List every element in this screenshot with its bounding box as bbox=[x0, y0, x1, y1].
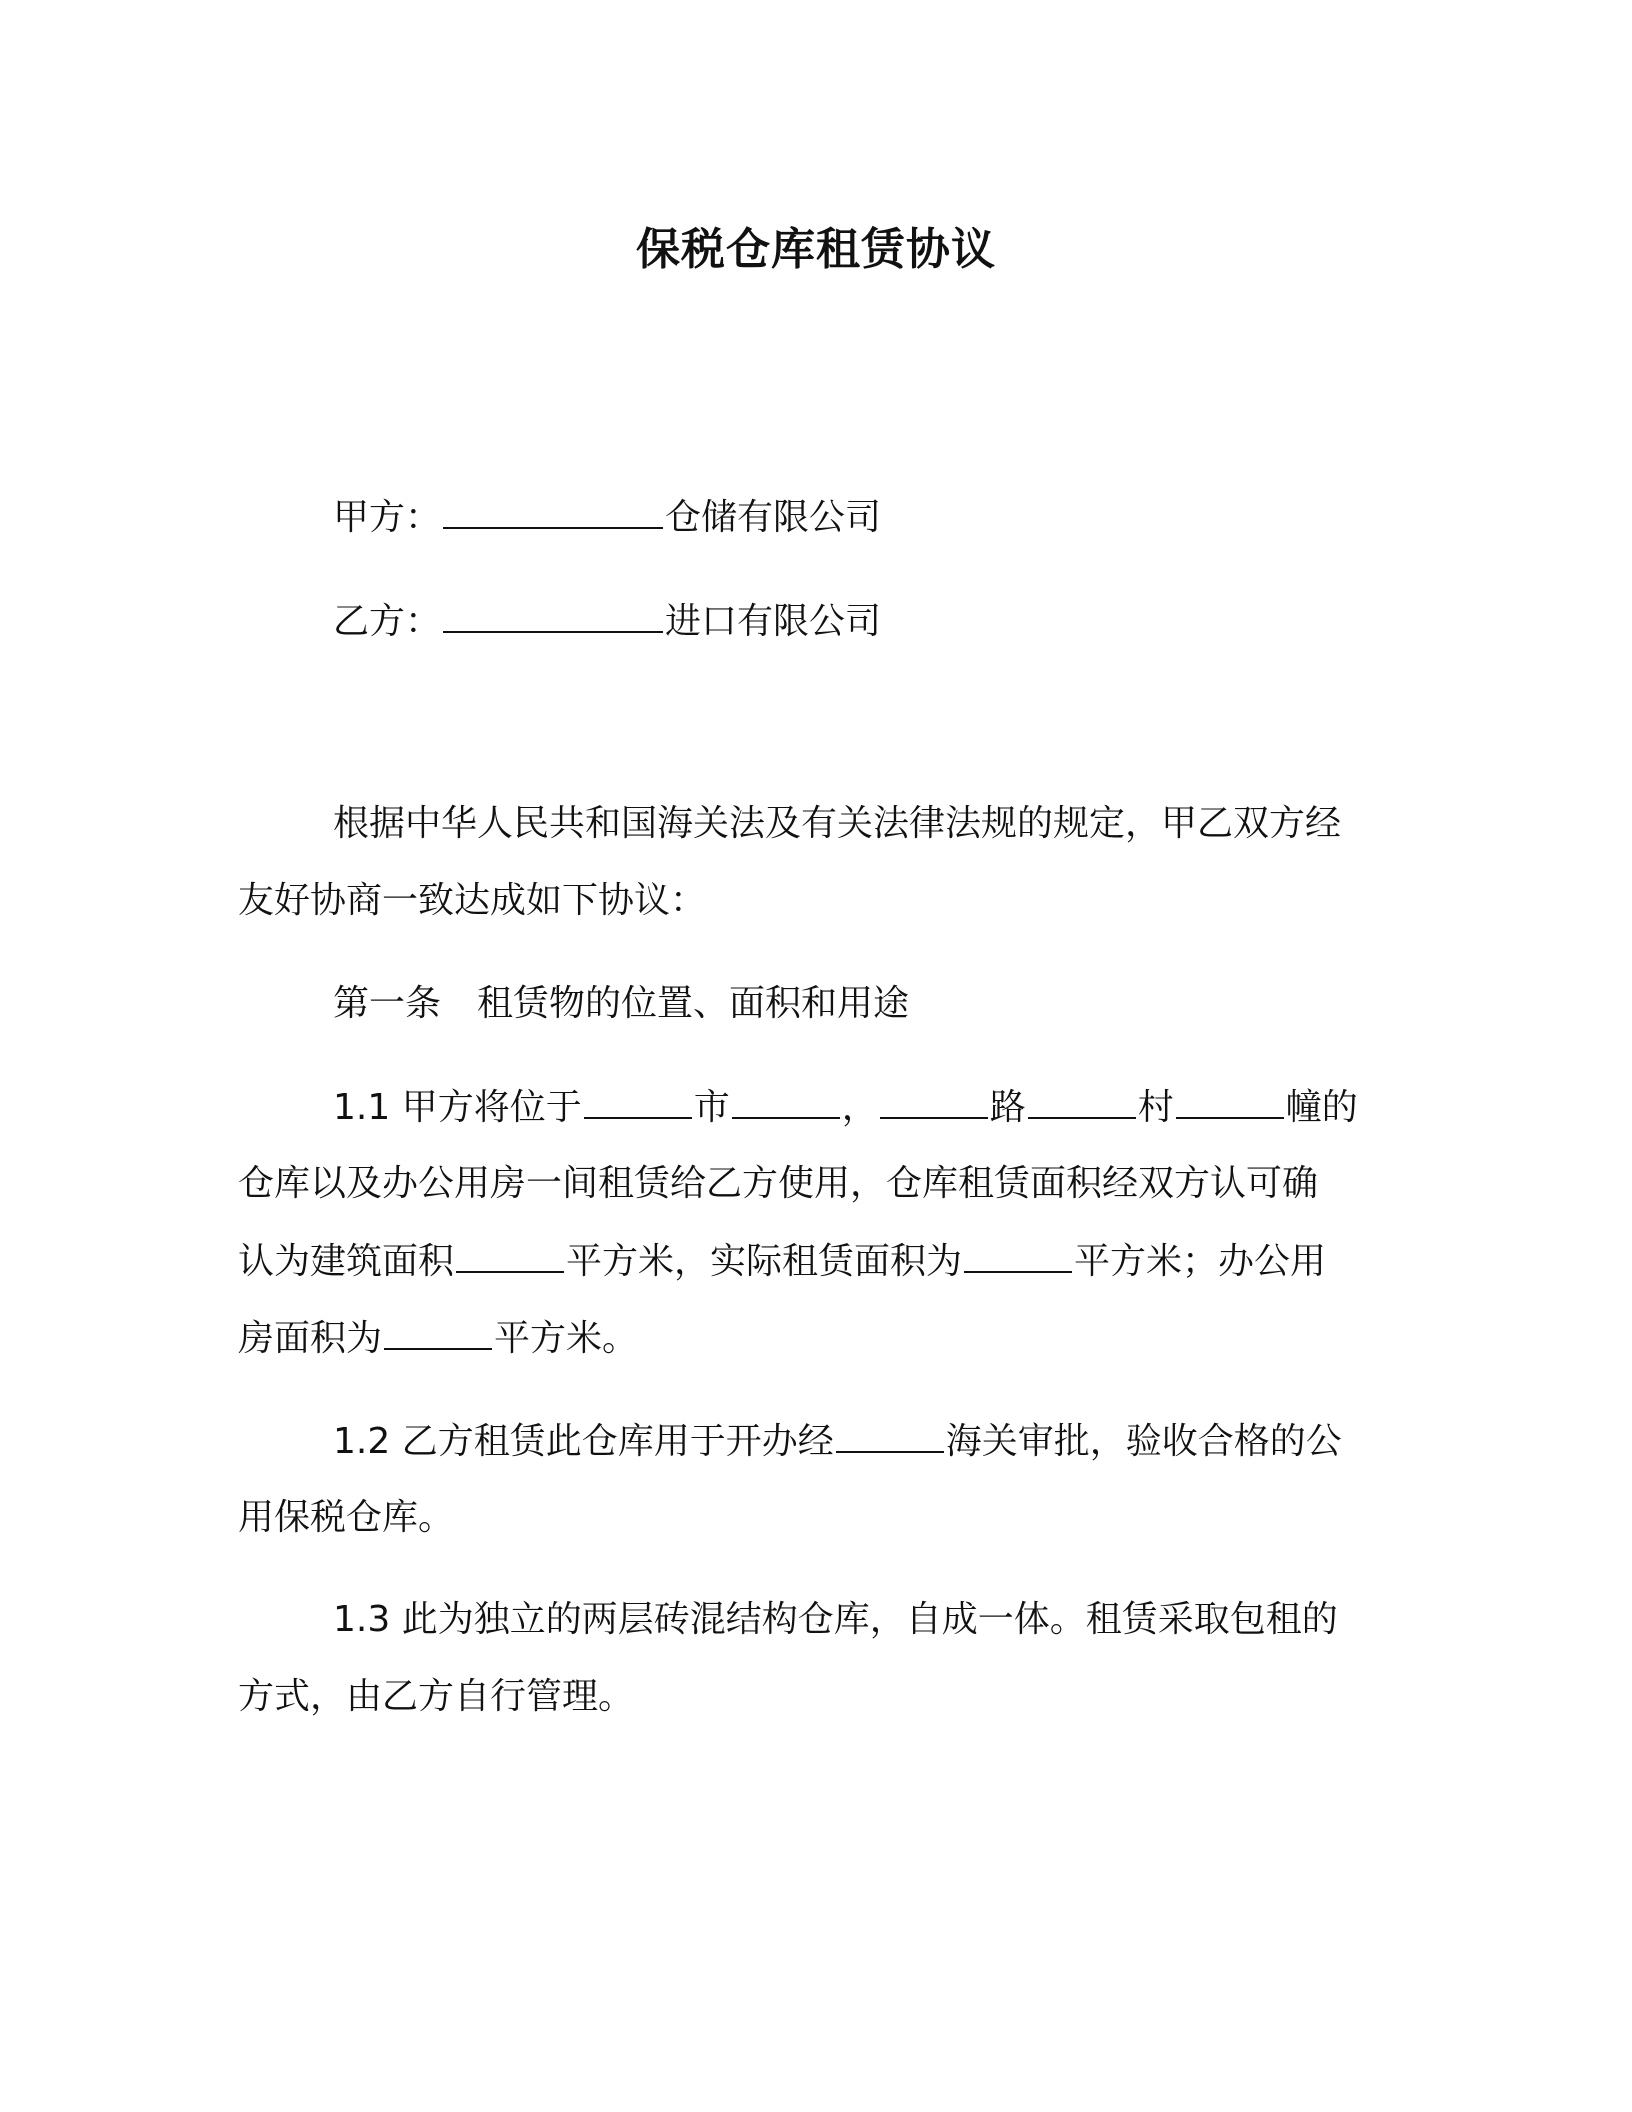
actual-area-blank bbox=[964, 1237, 1072, 1273]
clause-1-2-text-a: 1.2 乙方租赁此仓库用于开办经 bbox=[333, 1421, 834, 1462]
preamble-line-2: 友好协商一致达成如下协议： bbox=[238, 880, 707, 921]
article-1-heading: 第一条 租赁物的位置、面积和用途 bbox=[333, 983, 910, 1024]
party-b-suffix: 进口有限公司 bbox=[665, 601, 882, 642]
clause-1-2-line-2: 用保税仓库。 bbox=[238, 1497, 455, 1538]
clause-1-3-line-2: 方式，由乙方自行管理。 bbox=[238, 1676, 635, 1717]
clause-1-1-text-c: ， bbox=[841, 1087, 878, 1128]
clause-1-2-line-1 bbox=[333, 1417, 1342, 1466]
party-b-blank bbox=[443, 597, 663, 633]
office-area-blank bbox=[384, 1314, 492, 1350]
road-blank bbox=[880, 1083, 988, 1119]
preamble-line-1: 根据中华人民共和国海关法及有关法律法规的规定，甲乙双方经 bbox=[333, 803, 1342, 844]
clause-1-1-text-a: 1.1 甲方将位于 bbox=[333, 1087, 582, 1128]
clause-1-1-text-h: 平方米，实际租赁面积为 bbox=[566, 1241, 963, 1282]
party-b-line bbox=[333, 597, 881, 646]
party-b-label: 乙方： bbox=[333, 601, 442, 642]
clause-1-3-line-1: 1.3 此为独立的两层砖混结构仓库，自成一体。租赁采取包租的 bbox=[333, 1599, 1338, 1640]
building-blank bbox=[1176, 1083, 1284, 1119]
clause-1-1-line-3 bbox=[238, 1237, 1326, 1286]
clause-1-1-line-1 bbox=[333, 1083, 1358, 1132]
clause-1-1-line-2: 仓库以及办公用房一间租赁给乙方使用，仓库租赁面积经双方认可确 bbox=[238, 1163, 1319, 1204]
party-a-line bbox=[333, 493, 881, 542]
party-a-suffix: 仓储有限公司 bbox=[665, 497, 882, 538]
document-title: 保税仓库租赁协议 bbox=[636, 224, 996, 275]
city-blank bbox=[584, 1083, 692, 1119]
clause-1-1-text-k: 平方米。 bbox=[494, 1318, 639, 1359]
party-a-label: 甲方： bbox=[333, 497, 442, 538]
clause-1-1-line-4 bbox=[238, 1314, 638, 1363]
district-blank bbox=[732, 1083, 840, 1119]
building-area-blank bbox=[456, 1237, 564, 1273]
party-a-blank bbox=[443, 493, 663, 529]
clause-1-1-text-e: 村 bbox=[1137, 1087, 1174, 1128]
clause-1-1-text-i: 平方米；办公用 bbox=[1074, 1241, 1327, 1282]
clause-1-1-text-j: 房面积为 bbox=[238, 1318, 383, 1359]
clause-1-1-text-f: 幢的 bbox=[1285, 1087, 1358, 1128]
clause-1-1-text-g: 认为建筑面积 bbox=[238, 1241, 455, 1282]
clause-1-1-text-d: 路 bbox=[989, 1087, 1026, 1128]
customs-blank bbox=[836, 1417, 944, 1453]
clause-1-1-text-b: 市 bbox=[693, 1087, 730, 1128]
clause-1-2-text-b: 海关审批，验收合格的公 bbox=[945, 1421, 1342, 1462]
village-blank bbox=[1028, 1083, 1136, 1119]
